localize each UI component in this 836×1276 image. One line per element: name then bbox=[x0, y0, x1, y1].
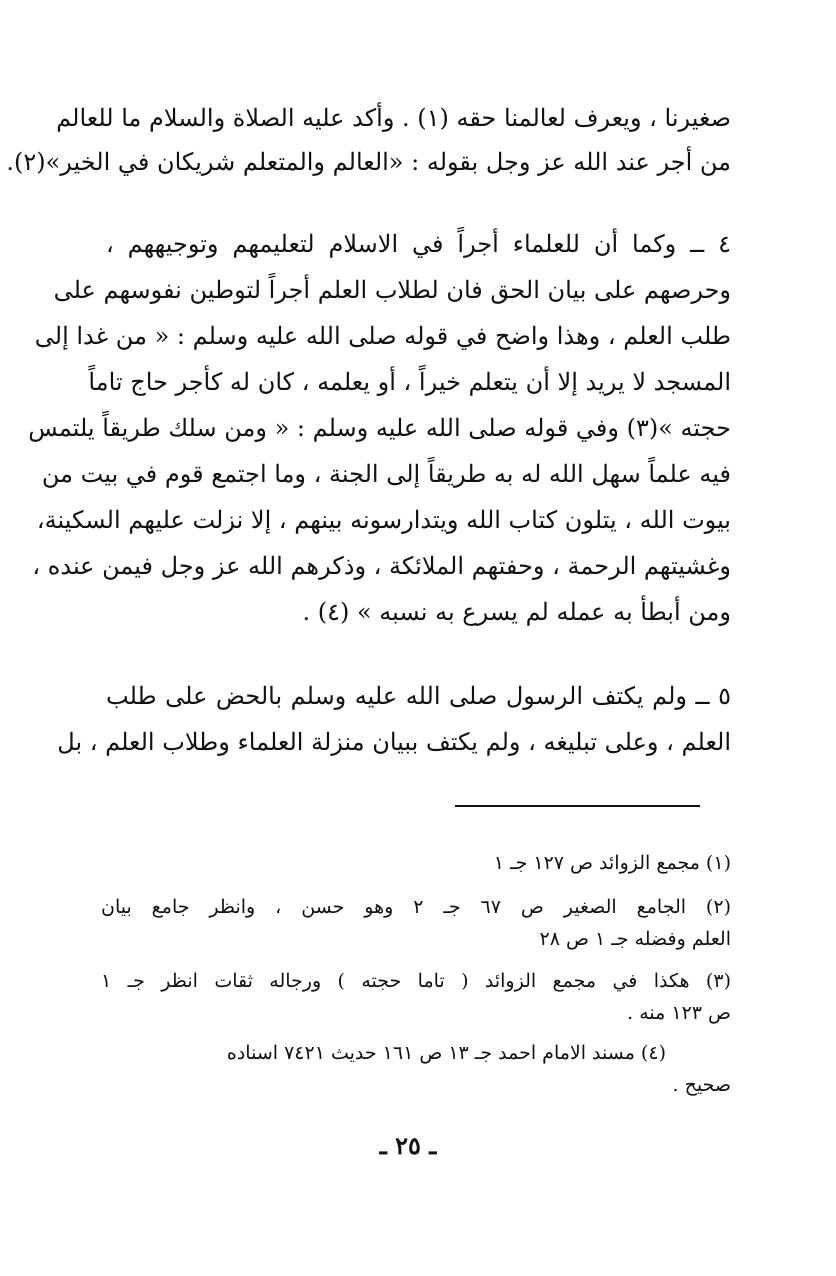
body-line: وغشيتهم الرحمة ، وحفتهم الملائكة ، وذكرهم الله عز وجل فيمن عنده ، bbox=[32, 552, 731, 580]
footnote-2: (٢) الجامع الصغير ص ٦٧ جـ ٢ وهو حسن ، وانظر جامع بيان bbox=[101, 896, 731, 918]
body-line: ومن أبطأ به عمله لم يسرع به نسبه » (٤) . bbox=[302, 598, 731, 626]
page-number: ـ ٢٥ ـ bbox=[379, 1131, 437, 1160]
body-line: العلم ، وعلى تبليغه ، ولم يكتف ببيان منزلة العلماء وطلاب العلم ، بل bbox=[57, 728, 731, 756]
body-line: المسجد لا يريد إلا أن يتعلم خيراً ، أو يعلمه ، كان له كأجر حاج تاماً bbox=[88, 368, 731, 396]
body-line: وحرصهم على بيان الحق فان لطلاب العلم أجراً لتوطين نفوسهم على bbox=[53, 276, 731, 304]
footnote-4: (٤) مسند الامام احمد جـ ١٣ ص ١٦١ حديث ٧٤٢١ اسناده bbox=[226, 1042, 666, 1064]
footnote-divider bbox=[455, 805, 700, 807]
body-line: بيوت الله ، يتلون كتاب الله ويتدارسونه بينهم ، إلا نزلت عليهم السكينة، bbox=[36, 506, 731, 534]
body-line: من أجر عند الله عز وجل بقوله : «العالم والمتعلم شريكان في الخير»(٢). bbox=[6, 148, 731, 176]
body-line: طلب العلم ، وهذا واضح في قوله صلى الله عليه وسلم : « من غدا إلى bbox=[34, 322, 731, 350]
footnote-1: (١) مجمع الزوائد ص ١٢٧ جـ ١ bbox=[493, 852, 731, 874]
body-line: ٥ ــ ولم يكتف الرسول صلى الله عليه وسلم بالحض على طلب bbox=[106, 682, 731, 710]
body-line: صغيرنا ، ويعرف لعالمنا حقه (١) . وأكد عليه الصلاة والسلام ما للعالم bbox=[56, 104, 731, 132]
body-line: حجته »(٣) وفي قوله صلى الله عليه وسلم : « ومن سلك طريقاً يلتمس bbox=[28, 414, 731, 442]
footnote-2-continued: العلم وفضله جـ ١ ص ٢٨ bbox=[539, 928, 731, 950]
footnote-3: (٣) هكذا في مجمع الزوائد ( تاما حجته ) ورجاله ثقات انظر جـ ١ bbox=[101, 970, 731, 992]
body-line: فيه علماً سهل الله له به طريقاً إلى الجنة ، وما اجتمع قوم في بيت من bbox=[41, 460, 731, 488]
footnote-3-continued: ص ١٢٣ منه . bbox=[627, 1002, 731, 1024]
footnote-4-continued: صحيح . bbox=[672, 1074, 731, 1096]
body-line: ٤ ــ وكما أن للعلماء أجراً في الاسلام لتعليمهم وتوجيههم ، bbox=[106, 230, 731, 258]
